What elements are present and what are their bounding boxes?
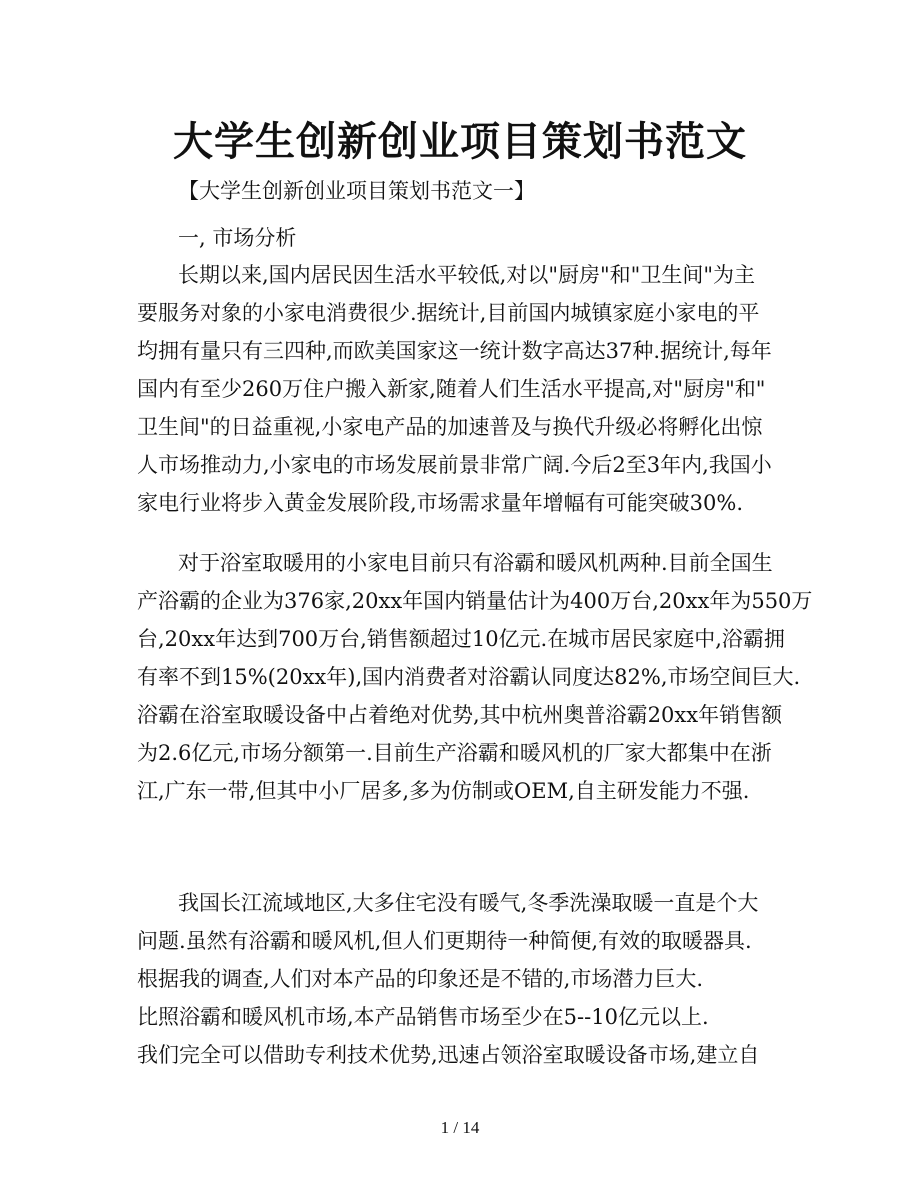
paragraph-line: 产浴霸的企业为376家,20xx年国内销量估计为400万台,20xx年为550万 xyxy=(137,589,813,613)
paragraph-line: 均拥有量只有三四种,而欧美国家这一统计数字高达37种.据统计,每年 xyxy=(137,339,772,363)
paragraph-line: 比照浴霸和暖风机市场,本产品销售市场至少在5--10亿元以上. xyxy=(137,1005,709,1029)
paragraph-line: 根据我的调查,人们对本产品的印象还是不错的,市场潜力巨大. xyxy=(137,967,704,991)
paragraph-line: 对于浴室取暖用的小家电目前只有浴霸和暖风机两种.目前全国生 xyxy=(178,551,773,575)
paragraph-line: 长期以来,国内居民因生活水平较低,对以"厨房"和"卫生间"为主 xyxy=(178,263,755,287)
paragraph-line: 浴霸在浴室取暖设备中占着绝对优势,其中杭州奥普浴霸20xx年销售额 xyxy=(137,703,783,727)
paragraph-line: 人市场推动力,小家电的市场发展前景非常广阔.今后2至3年内,我国小 xyxy=(137,453,772,477)
paragraph-line: 为2.6亿元,市场分额第一.目前生产浴霸和暖风机的厂家大都集中在浙 xyxy=(137,741,772,765)
paragraph-line: 问题.虽然有浴霸和暖风机,但人们更期待一种简便,有效的取暖器具. xyxy=(137,929,752,953)
paragraph-line: 国内有至少260万住户搬入新家,随着人们生活水平提高,对"厨房"和" xyxy=(137,377,766,401)
paragraph-line: 台,20xx年达到700万台,销售额超过10亿元.在城市居民家庭中,浴霸拥 xyxy=(137,627,785,651)
document-title: 大学生创新创业项目策划书范文 xyxy=(173,118,747,165)
document-subtitle: 【大学生创新创业项目策划书范文一】 xyxy=(178,179,535,203)
page-number: 1 / 14 xyxy=(440,1118,480,1137)
paragraph-line: 有率不到15%(20xx年),国内消费者对浴霸认同度达82%,市场空间巨大. xyxy=(137,665,801,689)
paragraph-line: 江,广东一带,但其中小厂居多,多为仿制或OEM,自主研发能力不强. xyxy=(137,779,750,803)
paragraph-line: 要服务对象的小家电消费很少.据统计,目前国内城镇家庭小家电的平 xyxy=(137,301,760,325)
section-heading: 一, 市场分析 xyxy=(178,226,297,250)
paragraph-line: 我国长江流域地区,大多住宅没有暖气,冬季洗澡取暖一直是个大 xyxy=(178,891,759,915)
paragraph-line: 家电行业将步入黄金发展阶段,市场需求量年增幅有可能突破30%. xyxy=(137,491,744,515)
paragraph-line: 卫生间"的日益重视,小家电产品的加速普及与换代升级必将孵化出惊 xyxy=(137,415,763,439)
paragraph-line: 我们完全可以借助专利技术优势,迅速占领浴室取暖设备市场,建立自 xyxy=(137,1043,760,1067)
